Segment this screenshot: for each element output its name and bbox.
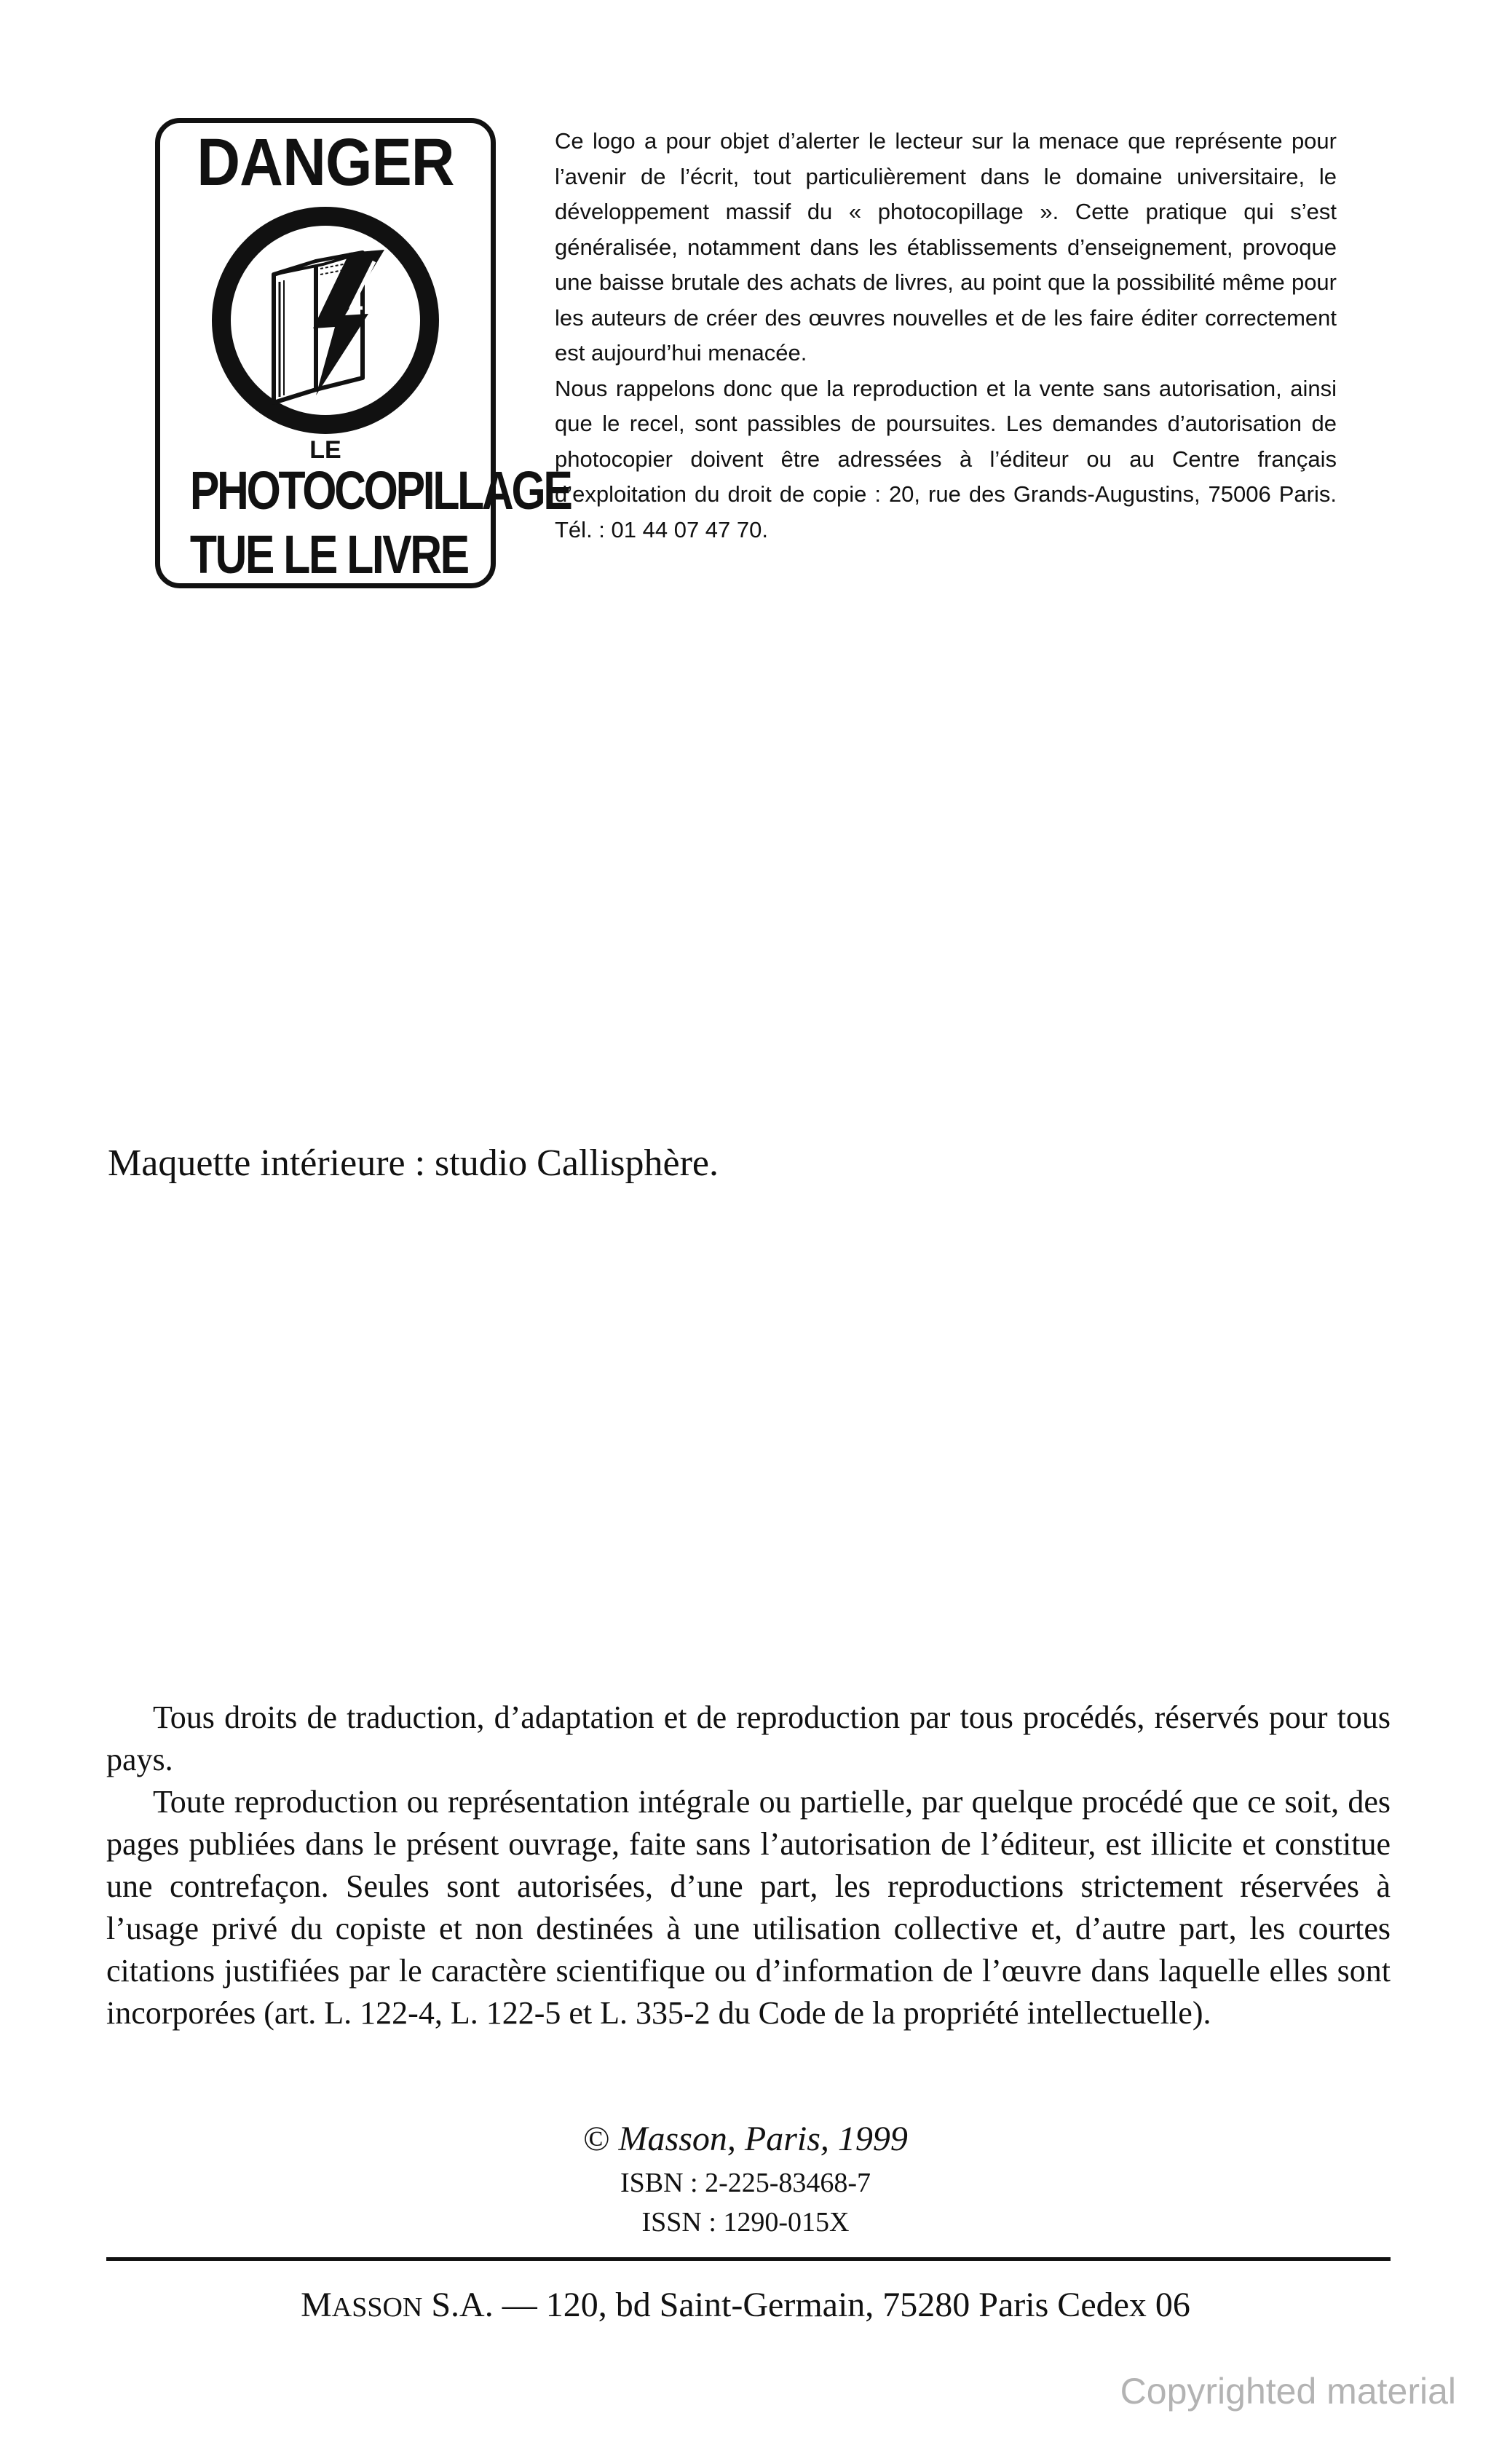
publisher-name-initial: M: [301, 2286, 332, 2324]
layout-credit: Maquette intérieure : studio Callisphère.: [108, 1142, 719, 1184]
logo-explanation-paragraph-2: Nous rappelons donc que la reproduction et la vente sans autorisation, ainsi que le recel, sont passibles de poursuites. Les demandes d’autorisation de photocopier doivent être adressées à l’éditeur ou au Centre français d’exploitation du droit de copie : 20, rue des Grands-Augustins, 75006 Paris. Tél. : 01 44 07 47 70.: [555, 375, 1337, 542]
logo-le-label: LE: [309, 436, 341, 464]
rights-paragraph-1: Tous droits de traduction, d’adaptation et de reproduction par tous procédés, réservés pour tous pays.: [106, 1699, 1391, 1777]
danger-photocopy-logo: [155, 118, 571, 588]
divider: [106, 2257, 1391, 2261]
issn: ISSN : 1290-015X: [641, 2207, 850, 2238]
publisher-address: [0, 2285, 1491, 2328]
copyright-symbol: ©: [583, 2120, 610, 2158]
logo-explanation: [555, 124, 1337, 548]
rights-notice: [106, 1697, 1391, 2034]
publisher-address-text: S.A. — 120, bd Saint-Germain, 75280 Paris Cedex 06: [431, 2286, 1190, 2324]
copyright-line: [0, 2119, 1491, 2160]
logo-explanation-paragraph-1: Ce logo a pour objet d’alerter le lecteur sur la menace que représente pour l’avenir de l’écrit, tout particulièrement dans le domaine universitaire, le développement massif du « photocopillage ». Cette pratique qui s’est généralisée, notamment dans les établissements d’enseignement, provoque une baisse brutale des achats de livres, au point que la possibilité même pour les auteurs de créer des œuvres nouvelles et de les faire éditer correctement est aujourd’hui menacée.: [555, 128, 1337, 366]
publisher-name-rest: ASSON: [331, 2292, 423, 2323]
rights-paragraph-2: Toute reproduction ou représentation intégrale ou partielle, par quelque procédé que ce soit, des pages publiées dans le présent ouvrage, faite sans l’autorisation de l’éditeur, est illicite et constitue une contrefaçon. Seules sont autorisées, d’une part, les reproductions strictement réservées à l’usage privé du copiste et non destinées à une utilisation collective et, d’autre part, les courtes citations justifiées par le caractère scientifique ou d’information de l’œuvre dans laquelle elles sont incorporées (art. L. 122-4, L. 122-5 et L. 335-2 du Code de la propriété intellectuelle).: [106, 1784, 1391, 2031]
copyright-watermark: Copyrighted material: [1120, 2371, 1456, 2412]
logo-photocopillage-label: PHOTOCOPILLAGE: [189, 460, 571, 521]
logo-tue-le-livre-label: TUE LE LIVRE: [189, 524, 468, 585]
book-lightning-icon: [207, 202, 444, 439]
isbn: ISBN : 2-225-83468-7: [620, 2168, 871, 2198]
copyright-text: Masson, Paris, 1999: [618, 2120, 908, 2158]
logo-danger-heading: DANGER: [197, 125, 454, 200]
